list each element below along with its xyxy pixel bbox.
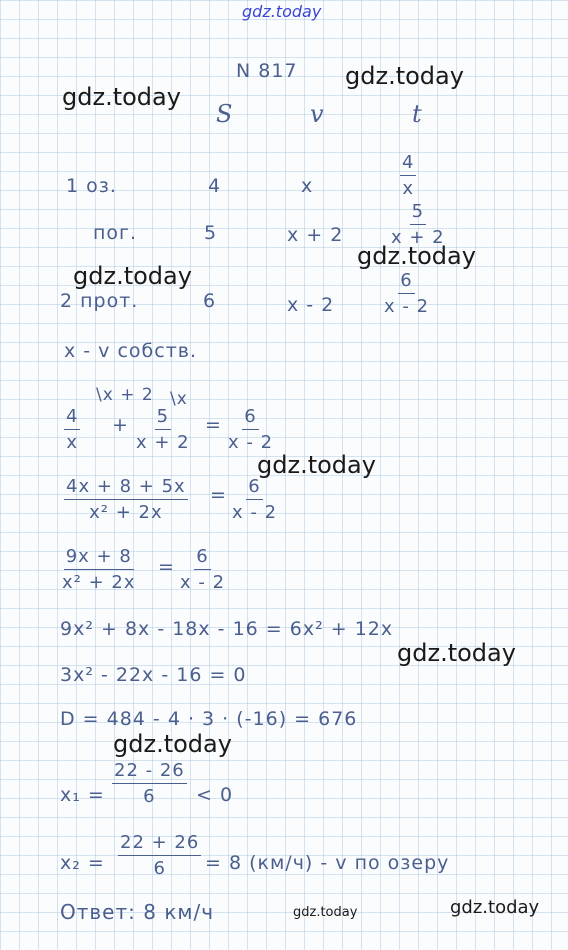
row3-distance: 6	[203, 290, 217, 312]
row2-label: пог.	[93, 222, 138, 244]
numerator: 5	[155, 406, 171, 430]
watermark: gdz.today	[357, 242, 476, 270]
equals-sign: =	[205, 414, 222, 436]
denominator: x	[402, 178, 415, 199]
numerator: 6	[242, 406, 258, 430]
numerator: 6	[246, 476, 262, 500]
numerator: 6	[398, 270, 414, 294]
watermark: gdz.today	[62, 83, 181, 111]
numerator: 22 - 26	[112, 760, 187, 784]
x1-label: x₁ =	[60, 784, 105, 806]
row1-label: 1 оз.	[66, 175, 117, 197]
denominator: x² + 2x	[89, 502, 163, 523]
equation2-lhs	[64, 476, 188, 523]
numerator: 4	[400, 152, 416, 176]
column-header-t: t	[412, 100, 422, 128]
equation5: 3x² - 22x - 16 = 0	[60, 664, 247, 686]
denominator: 6	[143, 786, 156, 807]
denominator: x + 2	[136, 432, 190, 453]
equation3-lhs	[62, 546, 136, 593]
watermark: gdz.today	[113, 730, 232, 758]
denominator: 6	[153, 858, 166, 879]
row1-time-fraction	[400, 152, 416, 199]
equation1-term1	[64, 406, 80, 453]
numerator: 6	[194, 546, 210, 570]
denominator: x	[66, 432, 79, 453]
x2-fraction	[118, 832, 201, 879]
watermark: gdz.today	[73, 262, 192, 290]
site-header-logo[interactable]: gdz.today	[242, 2, 322, 21]
row3-time-fraction	[384, 270, 429, 317]
watermark: gdz.today	[450, 897, 540, 918]
denominator: x - 2	[384, 296, 430, 317]
row2-speed: x + 2	[287, 224, 344, 246]
equation2-rhs	[232, 476, 277, 523]
numerator: 4	[64, 406, 80, 430]
multiplier-note: \x + 2	[96, 385, 154, 405]
variable-definition: x - v собств.	[64, 340, 198, 362]
column-header-v: v	[310, 100, 324, 128]
numerator: 9x + 8	[64, 546, 134, 570]
column-header-s: S	[216, 100, 233, 128]
plus-sign: +	[112, 414, 129, 436]
denominator: x - 2	[232, 502, 278, 523]
equals-sign: =	[210, 484, 227, 506]
multiplier-note: \x	[170, 389, 188, 409]
equation3-rhs	[180, 546, 225, 593]
x2-label: x₂ =	[60, 852, 105, 874]
denominator: x - 2	[228, 432, 274, 453]
denominator: x + 2	[391, 227, 445, 248]
row1-speed: x	[301, 175, 314, 197]
numerator: 5	[410, 201, 426, 225]
watermark: gdz.today	[257, 451, 376, 479]
equals-sign: =	[158, 556, 175, 578]
row3-speed: x - 2	[287, 294, 335, 316]
row3-label: 2 прот.	[60, 290, 139, 312]
numerator: 22 + 26	[118, 832, 201, 856]
row1-distance: 4	[208, 175, 222, 197]
discriminant: D = 484 - 4 · 3 · (-16) = 676	[60, 708, 358, 730]
watermark: gdz.today	[397, 639, 516, 667]
equation1-term2	[136, 406, 190, 453]
x1-comparison: < 0	[196, 784, 234, 806]
equation4: 9x² + 8x - 18x - 16 = 6x² + 12x	[60, 618, 394, 640]
denominator: x² + 2x	[62, 572, 136, 593]
watermark: gdz.today	[345, 62, 464, 90]
equation1-rhs	[228, 406, 273, 453]
x1-fraction	[112, 760, 187, 807]
row2-distance: 5	[204, 222, 218, 244]
denominator: x - 2	[180, 572, 226, 593]
x2-result: = 8 (км/ч) - v по озеру	[205, 852, 450, 874]
watermark: gdz.today	[293, 905, 358, 920]
task-number: N 817	[236, 60, 298, 82]
row2-time-fraction	[391, 201, 445, 248]
numerator: 4x + 8 + 5x	[64, 476, 188, 500]
answer: Ответ: 8 км/ч	[60, 900, 215, 924]
